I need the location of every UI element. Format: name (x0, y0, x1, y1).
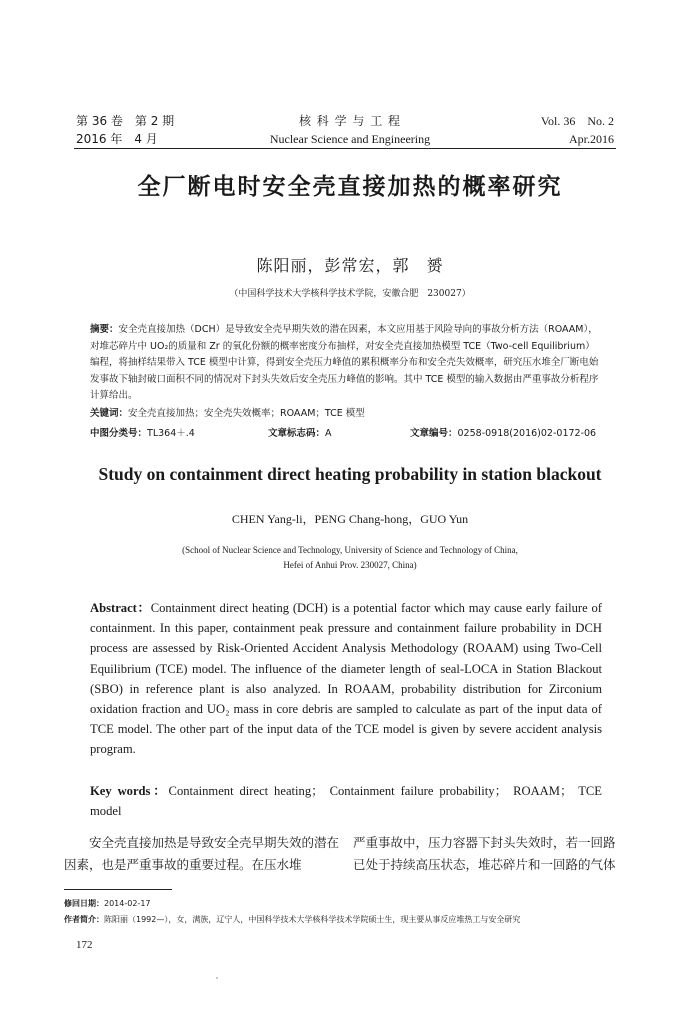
author-bio: 陈阳丽（1992—），女，满族，辽宁人，中国科学技术大学核科学技术学院硕士生，现主要从事反应堆热工与安全研究 (104, 915, 521, 924)
keywords-en (90, 781, 602, 821)
affiliation-cn: （中国科学技术大学核科学技术学院，安徽合肥 230027） (229, 289, 471, 299)
paper-title-en: Study on containment direct heating probability in station blackout (98, 464, 602, 484)
affiliation-en-line2: Hefei of Anhui Prov. 230027, China) (283, 560, 417, 570)
footnote-received (64, 898, 151, 909)
received-date: 2014-02-17 (104, 899, 151, 908)
keywords-cn (90, 406, 600, 423)
article-id-label: 文章编号： (410, 428, 458, 439)
header-journal-cn: 核 科 学 与 工 程 (298, 114, 402, 128)
keywords-en-text: Containment direct heating； Containment failure probability； ROAAM； TCE model (90, 784, 602, 819)
paper-title-cn: 全厂断电时安全壳直接加热的概率研究 (137, 174, 563, 200)
header-rule (74, 148, 616, 149)
header-date-en: Apr.2016 (569, 132, 614, 146)
page-number: 172 (76, 939, 93, 951)
keywords-en-label: Key words： (90, 784, 169, 798)
header-volume-en: Vol. 36 No. 2 (540, 114, 614, 128)
code-value: A (325, 428, 332, 439)
affiliation-en-line1: (School of Nuclear Science and Technology, University of Science and Technology of China, (182, 545, 518, 555)
authors-cn: 陈阳丽，彭常宏，郭 赟 (256, 256, 444, 275)
body-column-right: 严重事故中，压力容器下封头失效时，若一回路已处于持续高压状态，堆芯碎片和一回路的气体 (353, 835, 616, 872)
clc-number (90, 425, 195, 439)
clc-label: 中图分类号： (90, 428, 148, 439)
footnote-author (64, 914, 520, 925)
abstract-cn (90, 322, 600, 405)
document-code (268, 425, 332, 439)
abstract-cn-text: 安全壳直接加热（DCH）是导致安全壳早期失效的潜在因素，本文应用基于风险导向的事故分析方法（ROAAM），对堆芯碎片中 UO₂的质量和 Zr 的氧化份额的概率密度分布抽样，对安全壳直接加热模型 TCE（Two-cell Equilibrium）编程，将抽样结果带入 TCE 模型中计算，得到安全壳压力峰值的累积概率分布和安全壳失效概率，研究压水堆全厂断电始发事故下轴封破口面积不同的情况对下封头失效后安全壳压力峰值的影响。其中 TCE 模型的输入数据由严重事故分析程序计算给出。 (90, 324, 599, 401)
keywords-cn-text: 安全壳直接加热；安全壳失效概率；ROAAM；TCE 模型 (128, 408, 365, 419)
header-journal-en: Nuclear Science and Engineering (269, 132, 431, 146)
scan-speck (216, 977, 218, 979)
footnote-rule (64, 889, 172, 890)
code-label: 文章标志码： (268, 428, 326, 439)
abstract-cn-label: 摘要： (90, 324, 119, 335)
keywords-cn-label: 关键词： (90, 408, 129, 419)
abstract-en (90, 598, 602, 760)
header-date-cn: 2016 年 4 月 (76, 132, 158, 146)
article-id (410, 425, 596, 439)
received-label: 修回日期： (64, 899, 104, 908)
affiliation-en (0, 543, 700, 573)
authors-en: CHEN Yang-li，PENG Chang-hong，GUO Yun (231, 512, 469, 526)
author-bio-label: 作者简介： (64, 915, 104, 924)
article-id-value: 0258-0918(2016)02-0172-06 (457, 428, 597, 439)
abstract-en-text: Containment direct heating (DCH) is a potential factor which may cause early failure of containment. In this paper, containment peak pressure and containment failure probability in DCH process are assessed by Risk-Oriented Accident Analysis Methodology (ROAAM) using Two-Cell Equilibrium (TCE) model. The influence of the diameter length of seal-LOCA in Station Blackout (SBO) in reference plant is also analyzed. In ROAAM, probability distribution for Zirconium oxidation fraction and UO₂ mass in core debris are sampled to calculate as part of the input data of TCE model. The other part of the input data of the TCE model is given by severe accident analysis program. (90, 601, 602, 757)
body-column-left: 安全壳直接加热是导致安全壳早期失效的潜在因素，也是严重事故的重要过程。在压水堆 (64, 835, 340, 872)
header-volume-cn: 第 36 卷 第 2 期 (76, 114, 175, 128)
clc-value: TL364＋.4 (147, 428, 195, 439)
abstract-en-label: Abstract： (90, 601, 151, 615)
